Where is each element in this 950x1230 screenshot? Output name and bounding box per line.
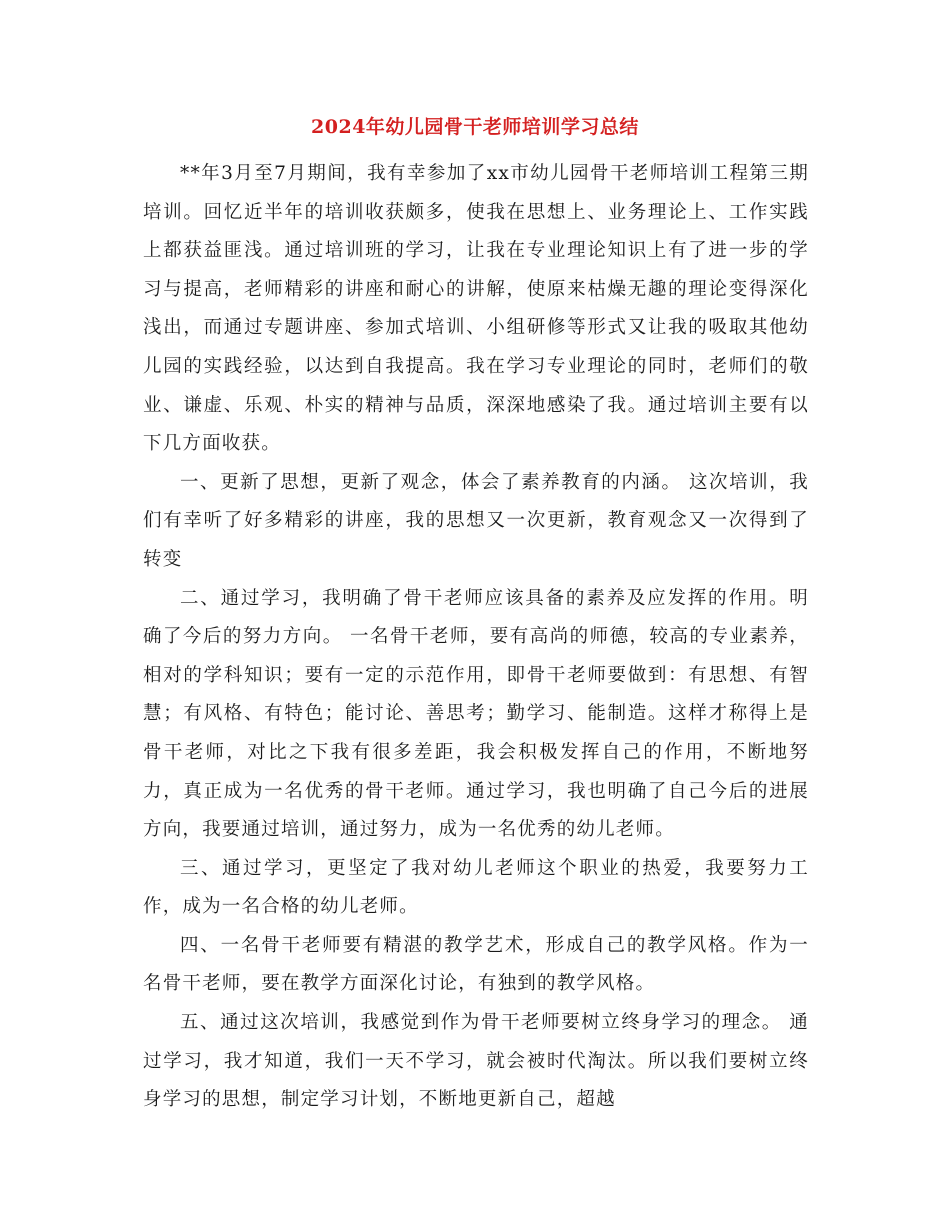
document-body	[143, 155, 809, 1120]
paragraph-point-3: 三、通过学习，更坚定了我对幼儿老师这个职业的热爱，我要努力工作，成为一名合格的幼儿老师。	[143, 857, 809, 918]
paragraph-point-1: 一、更新了思想，更新了观念，体会了素养教育的内涵。 这次培训，我们有幸听了好多精彩的讲座，我的思想又一次更新，教育观念又一次得到了转变	[143, 471, 809, 570]
paragraph-intro: **年3月至7月期间，我有幸参加了xx市幼儿园骨干老师培训工程第三期培训。回忆近半年的培训收获颇多，使我在思想上、业务理论上、工作实践上都获益匪浅。通过培训班的学习，让我在专业理论知识上有了进一步的学习与提高，老师精彩的讲座和耐心的讲解，使原来枯燥无趣的理论变得深化浅出，而通过专题讲座、参加式培训、小组研修等形式又让我的吸取其他幼儿园的实践经验，以达到自我提高。我在学习专业理论的同时，老师们的敬业、谦虚、乐观、朴实的精神与品质，深深地感染了我。通过培训主要有以下几方面收获。	[143, 163, 809, 455]
paragraph-point-5: 五、通过这次培训，我感觉到作为骨干老师要树立终身学习的理念。 通过学习，我才知道，我们一天不学习，就会被时代淘汰。所以我们要树立终身学习的思想，制定学习计划，不断地更新自己，超越	[143, 1012, 809, 1111]
paragraph-point-2: 二、通过学习，我明确了骨干老师应该具备的素养及应发挥的作用。明确了今后的努力方向。 一名骨干老师，要有高尚的师德，较高的专业素养，相对的学科知识；要有一定的示范作用，即骨干老师要做到：有思想、有智慧；有风格、有特色；能讨论、善思考；勤学习、能制造。这样才称得上是骨干老师，对比之下我有很多差距，我会积极发挥自己的作用，不断地努力，真正成为一名优秀的骨干老师。通过学习，我也明确了自己今后的进展方向，我要通过培训，通过努力，成为一名优秀的幼儿老师。	[143, 587, 809, 841]
document-title: 2024年幼儿园骨干老师培训学习总结	[311, 116, 639, 138]
paragraph-point-4: 四、一名骨干老师要有精湛的教学艺术，形成自己的教学风格。作为一名骨干老师，要在教学方面深化讨论，有独到的教学风格。	[143, 934, 809, 995]
